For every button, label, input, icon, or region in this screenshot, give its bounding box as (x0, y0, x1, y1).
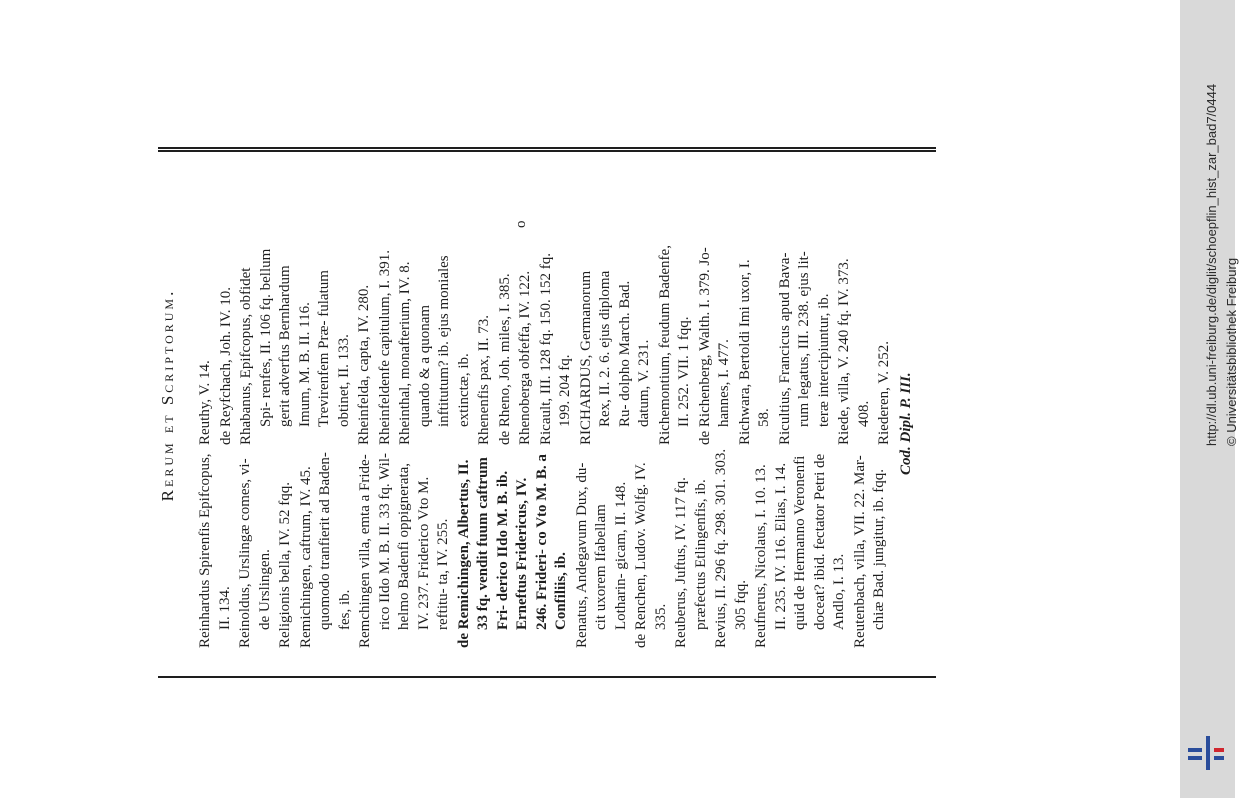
page-content (158, 100, 938, 690)
index-entry: de Rheno, Joh. miles, I. 385. (496, 273, 513, 445)
index-entry: Remichingen, caftrum, IV. 45. quomodo tranfierit ad Baden- fes, ib. (297, 452, 353, 648)
index-entry: Remchingen villa, emta a Fride- rico IIdo M. B. II. 33 fq. Wil- helmo Badenfi oppignerata, IV. 237. Friderico Vto M. reftitu- ta, IV. 255. (357, 452, 451, 648)
index-entry: Revius, II. 296 fq. 298. 301. 303. 305 fqq. (713, 448, 749, 648)
copyright-text: © Universitätsbibliothek Freiburg (1224, 257, 1239, 446)
sidebar-text (1190, 6, 1239, 446)
index-entry: Reinhardus Spirenfis Epifcopus, II. 134. (197, 453, 233, 648)
index-entry: RICHARDUS, Germanorum Rex, II. 2. 6. ejus diploma Ru- dolpho March. Bad. datum, V. 231. (577, 270, 652, 445)
signature-line: Cod. Dipl. P. III. (898, 372, 914, 475)
page-header: Rerum et Scriptorum. (158, 288, 177, 502)
index-column-left (196, 448, 891, 648)
index-entry: Rhenenfis pax, II. 73. (476, 315, 492, 445)
right-double-rule (158, 147, 936, 152)
index-entry: Reufnerus, Nicolaus, I. 10. 13. II. 235. IV. 116. Elias, I. 14. quid de Hermanno Veronenfi doceat? ibid. fectator Petri de Andlo, I. 13. (753, 453, 847, 648)
index-entry: Religionis bella, IV. 52 fqq. (277, 482, 293, 648)
index-entry: Rhabanus, Epifcopus, obfidet Spi- renfes, II. 106 fq. bellum gerit adverfus Bernhardum Imum, M. B. II. 116. Trevirenfem Præ- fulatum obtinet, II. 133. (238, 248, 352, 445)
source-url-link[interactable]: http://dl.ub.uni-freiburg.de/diglit/schoepflin_hist_zar_bad7/0444 (1204, 83, 1219, 446)
index-entry: Rhenoberga obfeffa, IV. 122. (517, 270, 533, 445)
index-entry: Ricultius, Francicus apud Bava- rum legatus, III. 238. ejus lit- teræ intercipiuntur, ib. (776, 251, 832, 445)
ub-freiburg-logo-icon (1186, 734, 1228, 772)
index-entry: Rheinfeldenfe capitulum, I. 391. (376, 250, 393, 445)
index-entry: Reuberus, Juftus, IV. 117 fq. præfectus Etlingenfis, ib. (673, 477, 709, 648)
index-entry: Rheinthal, monafterium, IV. 8. quando & a quonam inftitutum? ib. ejus moniales extinctæ, ib. (397, 255, 472, 445)
index-entry: de Renchen, Ludov. Wolfg. IV. 335. (633, 462, 669, 648)
index-entry: Reuthy, V. 14. (197, 360, 213, 445)
index-entry: Rheinfelda, capta, IV. 280. (356, 284, 372, 445)
index-entry: Reinoldus, Urslingæ comes, vi- de Urslingen. (237, 458, 273, 648)
index-entry: Renatus, Andegavum Dux, du- cit uxorem Ifabellam Lotharin- gicam, II. 148. (573, 462, 629, 648)
index-entry: Ricault, III. 128 fq. 150. 152 fq. 199. 204 fq. (537, 252, 573, 445)
left-rule (158, 676, 936, 678)
index-entry: Richemontium, feudum Badenfe, II. 252. VII. 1 fqq. (656, 245, 692, 445)
index-entry: de Richenberg, Walth. I. 379. Jo- hannes, I. 477. (696, 247, 732, 445)
index-entry: de Reyfchach, Joh. IV. 10. (217, 286, 234, 445)
index-entry: Riederen, V. 252. (876, 340, 892, 445)
index-column-right (196, 245, 896, 445)
page-mark: o (513, 220, 529, 228)
index-entry: Reutenbach, villa, VII. 22. Mar- chiæ Bad. jungitur, ib. fqq. (851, 455, 887, 648)
index-entry: de Remichingen, Albertus, II. 33 fq. vendit fuum caftrum Fri- derico IIdo M. B. ib. Erneftus Fridericus, IV. 246. Frideri- co Vto M. B. a Confiliis, ib. (455, 454, 569, 648)
index-entry: Richwara, Bertoldi Imi uxor, I. 58. (736, 259, 772, 445)
index-entry: Riede, villa, V. 240 fq. IV. 373. 408. (836, 258, 872, 445)
